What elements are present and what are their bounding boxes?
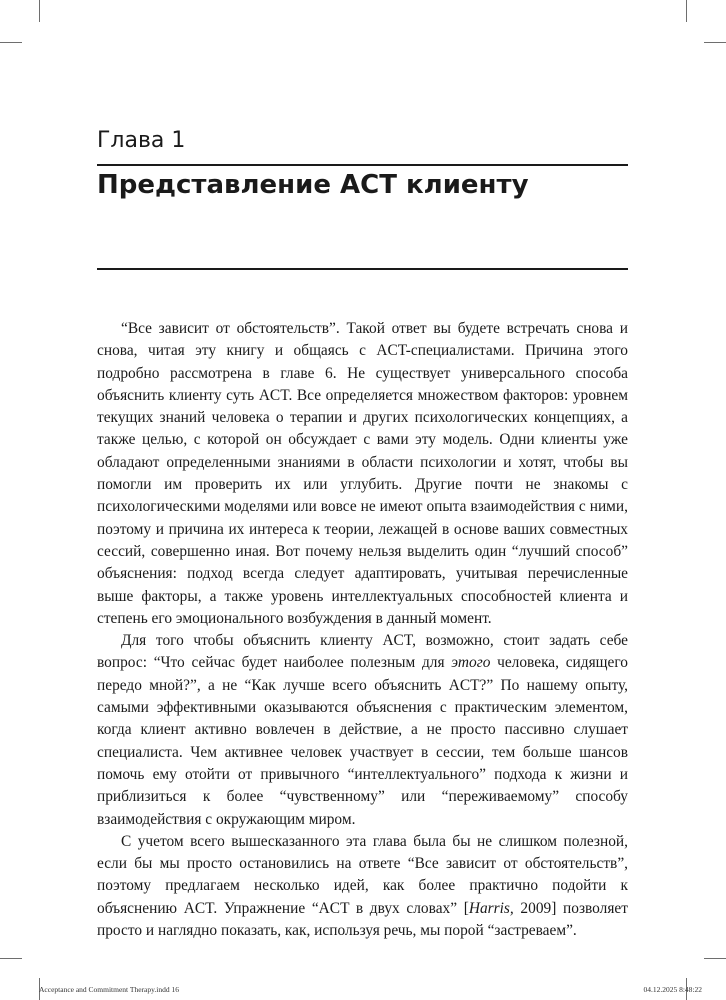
citation-author: Harris, xyxy=(468,899,514,917)
body-text xyxy=(97,318,628,942)
crop-mark xyxy=(704,958,726,959)
footer-datetime: 04.12.2025 8:48:22 xyxy=(643,985,702,994)
title-rule-top xyxy=(97,164,628,166)
paragraph-2 xyxy=(97,630,628,831)
chapter-label: Глава 1 xyxy=(97,128,186,153)
paragraph-2-emphasis: этого xyxy=(451,654,491,672)
crop-mark xyxy=(704,42,726,43)
paragraph-3-text-start: С учетом всего вышесказанного эта глава была бы не слишком полезной, если бы мы просто остановились на ответе “Все зависит от обстоятельств”, поэтому предлагаем несколько идей, как более практично подойти к объяснению ACT. Упражнение “ACT в двух словах” [ xyxy=(97,832,628,917)
crop-mark xyxy=(39,0,40,22)
paragraph-2-text-end: человека, сидящего передо мной?”, а не “Как лучше всего объяснить ACT?” По нашему опыту, самыми эффективными оказываются объяснения с практическим элементом, когда клиент активно вовлечен в действие, а не просто пассивно слушает специалиста. Чем активнее человек участвует в сессии, тем больше шансов помочь ему отойти от привычного “интеллектуального” подхода к жизни и приблизиться к более “чувственному” или “переживаемому” способу взаимодействия с окружающим миром. xyxy=(97,654,628,828)
crop-mark xyxy=(686,0,687,22)
paragraph-1 xyxy=(97,318,628,630)
footer-file: Acceptance and Commitment Therapy.indd 16 xyxy=(39,985,179,994)
title-rule-bottom xyxy=(97,268,628,270)
crop-mark xyxy=(0,42,22,43)
paragraph-1-text: “Все зависит от обстоятельств”. Такой ответ вы будете встречать снова и снова, читая эту книгу и общаясь с ACT-специалистами. Причина этого подробно рассмотрена в главе 6. Не существует универсального способа объяснить клиенту суть ACT. Все определяется множеством факторов: уровнем текущих знаний человека о терапии и других психологических концепциях, а также целью, с которой он обсуждает с вами эту модель. Одни клиенты уже обладают определенными знаниями в области психологии и хотят, чтобы вы помогли им проверить их или углубить. Другие почти не знакомы с психологическими моделями или вовсе не имеют опыта взаимодействия с ними, поэтому и причина их интереса к теории, лежащей в основе ваших совместных сессий, совершенно иная. Вот почему нельзя выделить один “лучший способ” объяснения: подход всегда следует адаптировать, учитывая перечисленные выше факторы, а также уровень интеллектуальных способностей клиента и степень его эмоционального возбуждения в данный момент. xyxy=(97,320,628,627)
paragraph-2-text-start: Для того чтобы объяснить клиенту ACT, возможно, стоит задать себе вопрос: “Что сейчас будет наиболее полезным для xyxy=(97,632,628,672)
crop-mark xyxy=(0,958,22,959)
paragraph-3-text-end: 2009] позволяет просто и наглядно показать, как, используя речь, мы порой “застреваем”. xyxy=(97,899,628,940)
paragraph-3 xyxy=(97,831,628,942)
chapter-title: Представление ACT клиенту xyxy=(97,170,529,200)
